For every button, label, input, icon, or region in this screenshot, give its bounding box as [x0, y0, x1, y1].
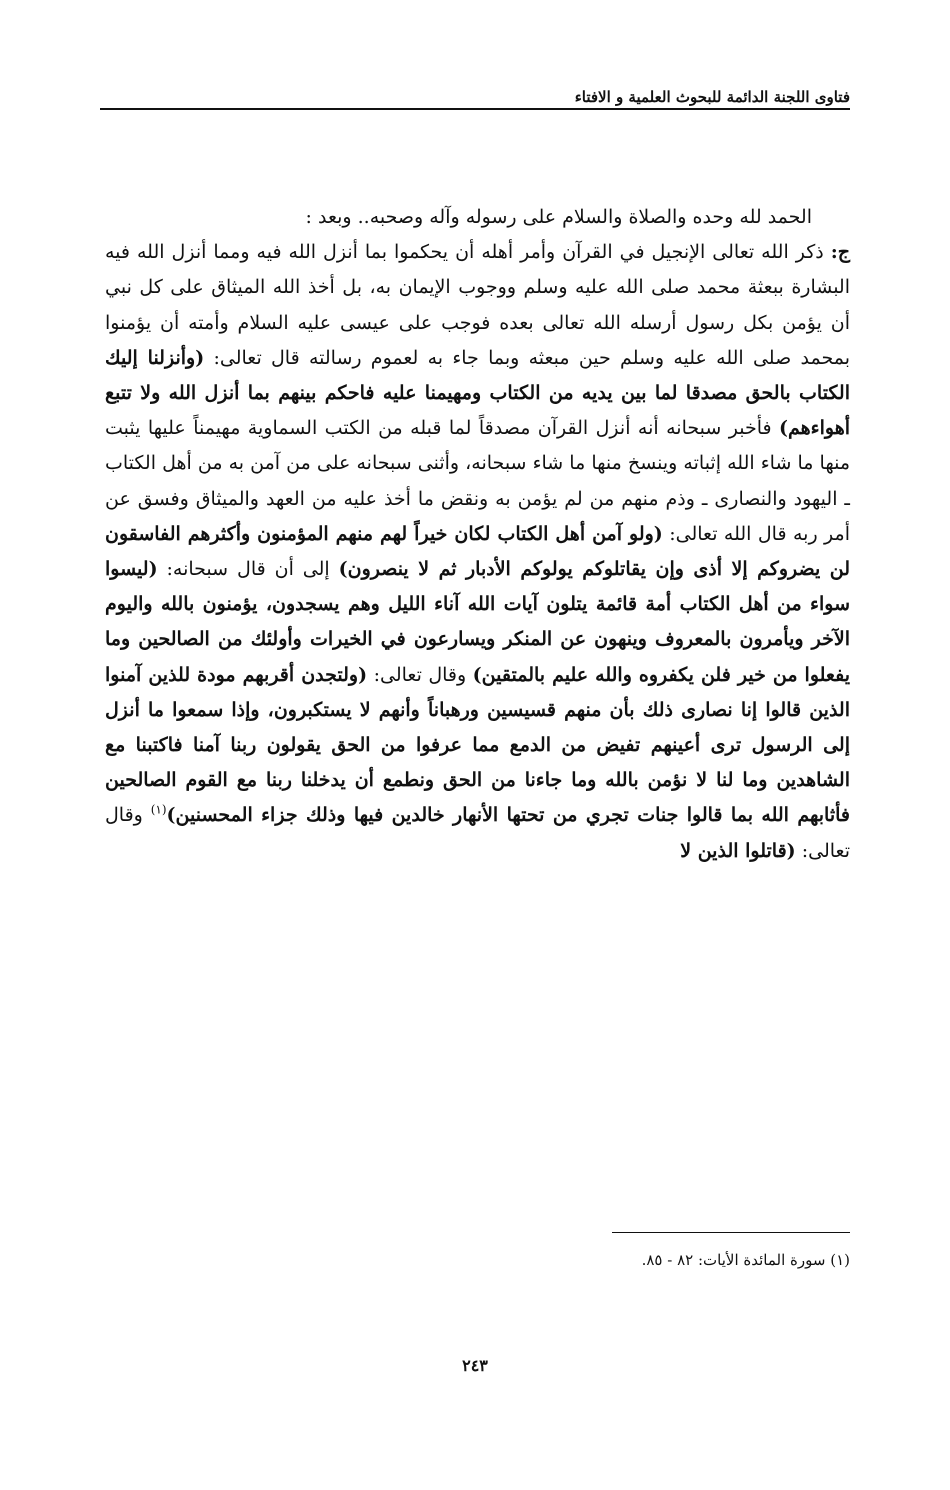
page-number: ٢٤٣	[462, 1356, 488, 1375]
running-title: فتاوى اللجنة الدائمة للبحوث العلمية و الافتاء	[571, 88, 850, 106]
quran-verse: (ولتجدن أقربهم مودة للذين آمنوا الذين قالوا إنا نصارى ذلك بأن منهم قسيسين ورهباناً وأنهم لا يستكبرون، وإذا سمعوا ما أنزل إلى الرسول ترى أعينهم تفيض من الدمع مما عرفوا من الحق يقولون ربنا آمنا فاكتبنا مع الشاهدين وما لنا لا نؤمن بالله وما جاءنا من الحق ونطمع أن يدخلنا ربنا مع القوم الصالحين فأثابهم الله بما قالوا جنات تجري من تحتها الأنهار خالدين فيها وذلك جزاء المحسنين)	[105, 663, 850, 827]
answer-paragraph	[105, 235, 850, 869]
quran-verse: (ليسوا سواء من أهل الكتاب أمة قائمة يتلون آيات الله آناء الليل وهم يسجدون، يؤمنون بالله واليوم الآخر ويأمرون بالمعروف وينهون عن المنكر ويسارعون في الخيرات وأولئك من الصالحين وما يفعلوا من خير فلن يكفروه والله عليم بالمتقين)	[105, 558, 850, 686]
footnote: (١) سورة المائدة الأيات: ٨٢ - ٨٥.	[641, 1251, 850, 1269]
opening-line: الحمد لله وحده والصلاة والسلام على رسوله وآله وصحبه.. وبعد :	[305, 206, 812, 228]
text-segment: ذكر الله تعالى الإنجيل في القرآن وأمر أهله أن يحكموا بما أنزل الله فيه ومما أنزل الله فيه البشارة ببعثة محمد صلى الله عليه وسلم ووجوب الإيمان به، بل أخذ الله الميثاق على كل نبي أن يؤمن بكل رسول أرسله الله تعالى بعده فوجب على عيسى عليه السلام وأمته أن يؤمنوا بمحمد صلى الله عليه وسلم حين مبعثه وبما جاء به لعموم رسالته قال تعالى:	[105, 241, 850, 369]
footnote-marker: (١)	[150, 803, 167, 818]
quran-verse: (وأنزلنا إليك الكتاب بالحق مصدقا لما بين يديه من الكتاب ومهيمنا عليه فاحكم بينهم بما أنزل الله ولا تتبع أهواءهم)	[105, 346, 850, 440]
main-text	[105, 200, 850, 869]
answer-label: ج:	[830, 241, 850, 264]
quran-verse: (ولو آمن أهل الكتاب لكان خيراً لهم منهم المؤمنون وأكثرهم الفاسقون لن يضروكم إلا أذى وإن يقاتلوكم يولوكم الأدبار ثم لا ينصرون)	[105, 522, 851, 581]
text-segment: إلى أن قال سبحانه:	[166, 558, 330, 581]
text-segment: وقال تعالى:	[373, 663, 467, 686]
header-rule	[100, 108, 850, 110]
running-header	[100, 88, 850, 118]
text-segment: فأخبر سبحانه أنه أنزل القرآن مصدقاً لما قبله من الكتب السماوية مهيمناً عليها يثبت منها ما شاء الله إثباته وينسخ منها ما شاء سبحانه، وأثنى سبحانه على من آمن به من أهل الكتاب ـ اليهود والنصارى ـ وذم منهم من لم يؤمن به ونقض ما أخذ عليه من العهد والميثاق وفسق عن أمر ربه قال الله تعالى:	[105, 417, 850, 545]
quran-verse: (قاتلوا الذين لا	[680, 839, 796, 862]
text-segment: وقال تعالى:	[105, 804, 850, 862]
footnote-rule	[612, 1232, 850, 1233]
